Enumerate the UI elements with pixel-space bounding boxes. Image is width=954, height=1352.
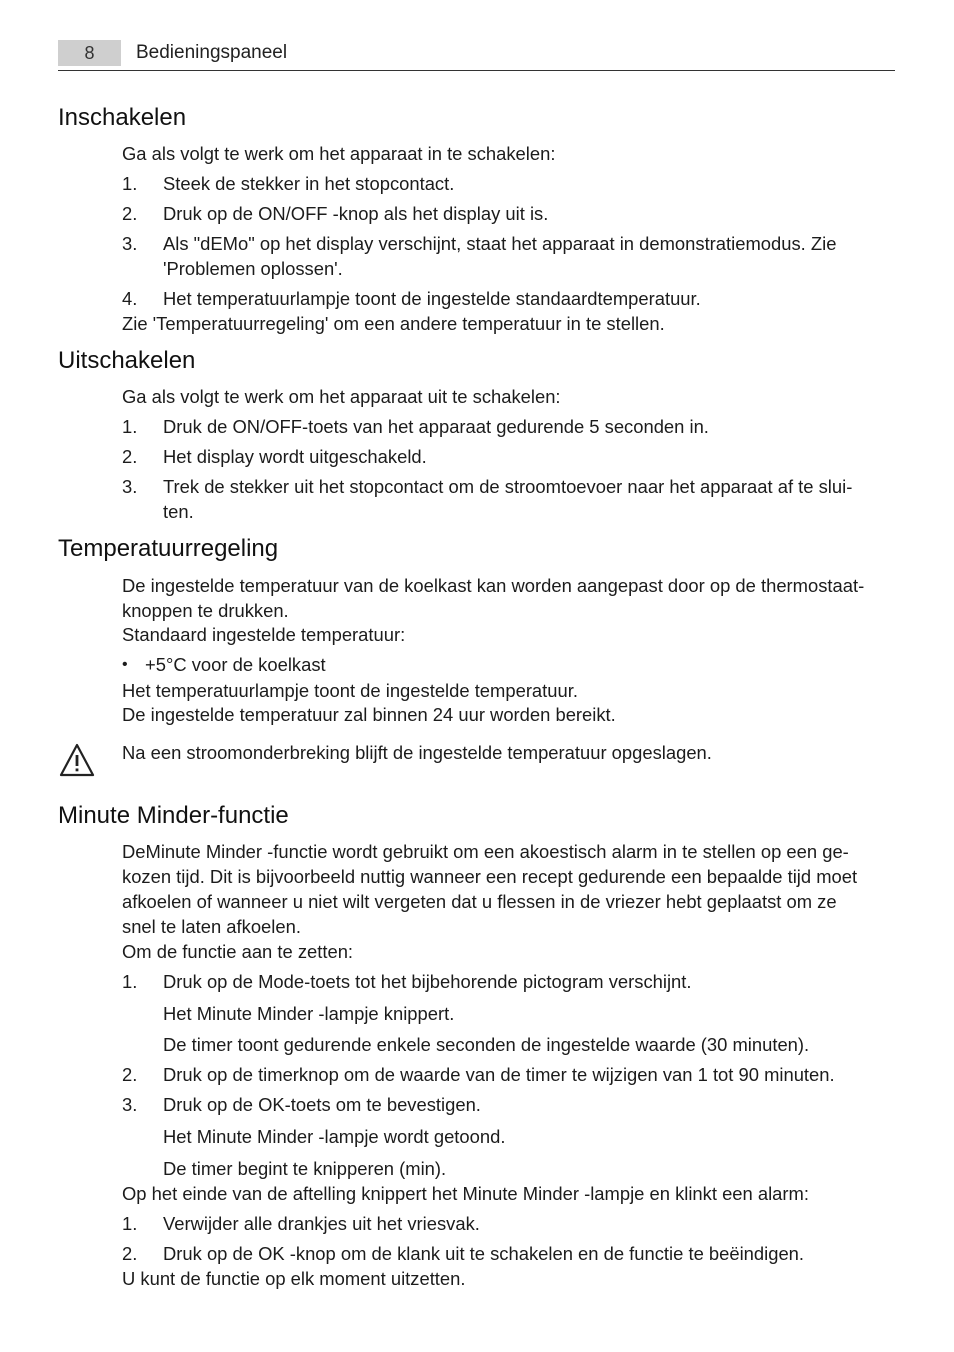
step-number: 3. [122,233,138,254]
temperatuur-paragraph: De ingestelde temperatuur van de koelkast kan worden aangepast door op de thermostaat- [122,575,865,596]
inschakelen-intro: Ga als volgt te werk om het apparaat in te schakelen: [122,143,556,164]
minute-paragraph: Om de functie aan te zetten: [122,941,354,962]
uitschakelen-intro: Ga als volgt te werk om het apparaat uit te schakelen: [122,386,561,407]
temperatuur-after: Het temperatuurlampje toont de ingestelde temperatuur. [122,680,578,701]
step-number: 4. [122,288,138,309]
step-text: Druk op de Mode-toets tot het bijbehorende pictogram verschijnt. [163,971,692,992]
minute-paragraph: snel te laten afkoelen. [122,916,301,937]
section-title-uitschakelen: Uitschakelen [58,347,196,374]
warning-triangle-icon [58,742,96,778]
step-number: 2. [122,1243,138,1264]
temperatuur-paragraph: knoppen te drukken. [122,600,289,621]
step-text: Verwijder alle drankjes uit het vriesvak. [163,1213,480,1234]
step-subtext: De timer toont gedurende enkele seconden de ingestelde waarde (30 minuten). [163,1034,810,1055]
step-text: Steek de stekker in het stopcontact. [163,173,455,194]
step-text: Druk de ON/OFF-toets van het apparaat gedurende 5 seconden in. [163,416,709,437]
step-text: Het temperatuurlampje toont de ingestelde standaardtemperatuur. [163,288,701,309]
header-title: Bedieningspaneel [136,42,288,63]
page-header [58,38,895,71]
step-text: Druk op de timerknop om de waarde van de timer te wijzigen van 1 tot 90 minuten. [163,1064,835,1085]
inschakelen-outro: Zie 'Temperatuurregeling' om een andere temperatuur in te stellen. [122,313,665,334]
bullet-marker: • [122,656,128,673]
step-text: Druk op de ON/OFF -knop als het display uit is. [163,203,549,224]
step-number: 1. [122,416,138,437]
section-title-inschakelen: Inschakelen [58,104,187,131]
minute-paragraph: afkoelen of wanneer u niet wilt vergeten dat u flessen in de vriezer hebt geplaatst om ze [122,891,837,912]
minute-outro: U kunt de functie op elk moment uitzetten. [122,1268,466,1289]
minute-paragraph: DeMinute Minder -functie wordt gebruikt om een akoestisch alarm in te stellen op een ge- [122,841,849,862]
step-text: Druk op de OK-toets om te bevestigen. [163,1094,481,1115]
step-number: 1. [122,173,138,194]
step-text-continued: 'Problemen oplossen'. [163,258,343,279]
step-number: 1. [122,1213,138,1234]
step-number: 2. [122,203,138,224]
section-title-temperatuurregeling: Temperatuurregeling [58,535,279,562]
bullet-text: +5°C voor de koelkast [145,654,326,675]
minute-paragraph: kozen tijd. Dit is bijvoorbeeld nuttig wanneer een recept gedurende een bepaalde tijd moet [122,866,858,887]
section-title-minute-minder: Minute Minder-functie [58,802,289,829]
step-subtext: Het Minute Minder -lampje knippert. [163,1003,455,1024]
alarm-intro: Op het einde van de aftelling knippert het Minute Minder -lampje en klinkt een alarm: [122,1183,809,1204]
page-number: 8 [58,40,121,66]
step-number: 3. [122,1094,138,1115]
step-text: Het display wordt uitgeschakeld. [163,446,427,467]
temperatuur-paragraph: Standaard ingestelde temperatuur: [122,624,406,645]
step-subtext: Het Minute Minder -lampje wordt getoond. [163,1126,506,1147]
step-number: 1. [122,971,138,992]
step-text: Druk op de OK -knop om de klank uit te schakelen en de functie te beëindigen. [163,1243,805,1264]
step-text-continued: ten. [163,501,194,522]
temperatuur-after: De ingestelde temperatuur zal binnen 24 uur worden bereikt. [122,704,616,725]
warning-text: Na een stroomonderbreking blijft de ingestelde temperatuur opgeslagen. [122,742,712,763]
step-number: 3. [122,476,138,497]
step-subtext: De timer begint te knipperen (min). [163,1158,447,1179]
step-text: Als "dEMo" op het display verschijnt, staat het apparaat in demonstratiemodus. Zie [163,233,837,254]
step-text: Trek de stekker uit het stopcontact om de stroomtoevoer naar het apparaat af te slui- [163,476,853,497]
step-number: 2. [122,446,138,467]
step-number: 2. [122,1064,138,1085]
